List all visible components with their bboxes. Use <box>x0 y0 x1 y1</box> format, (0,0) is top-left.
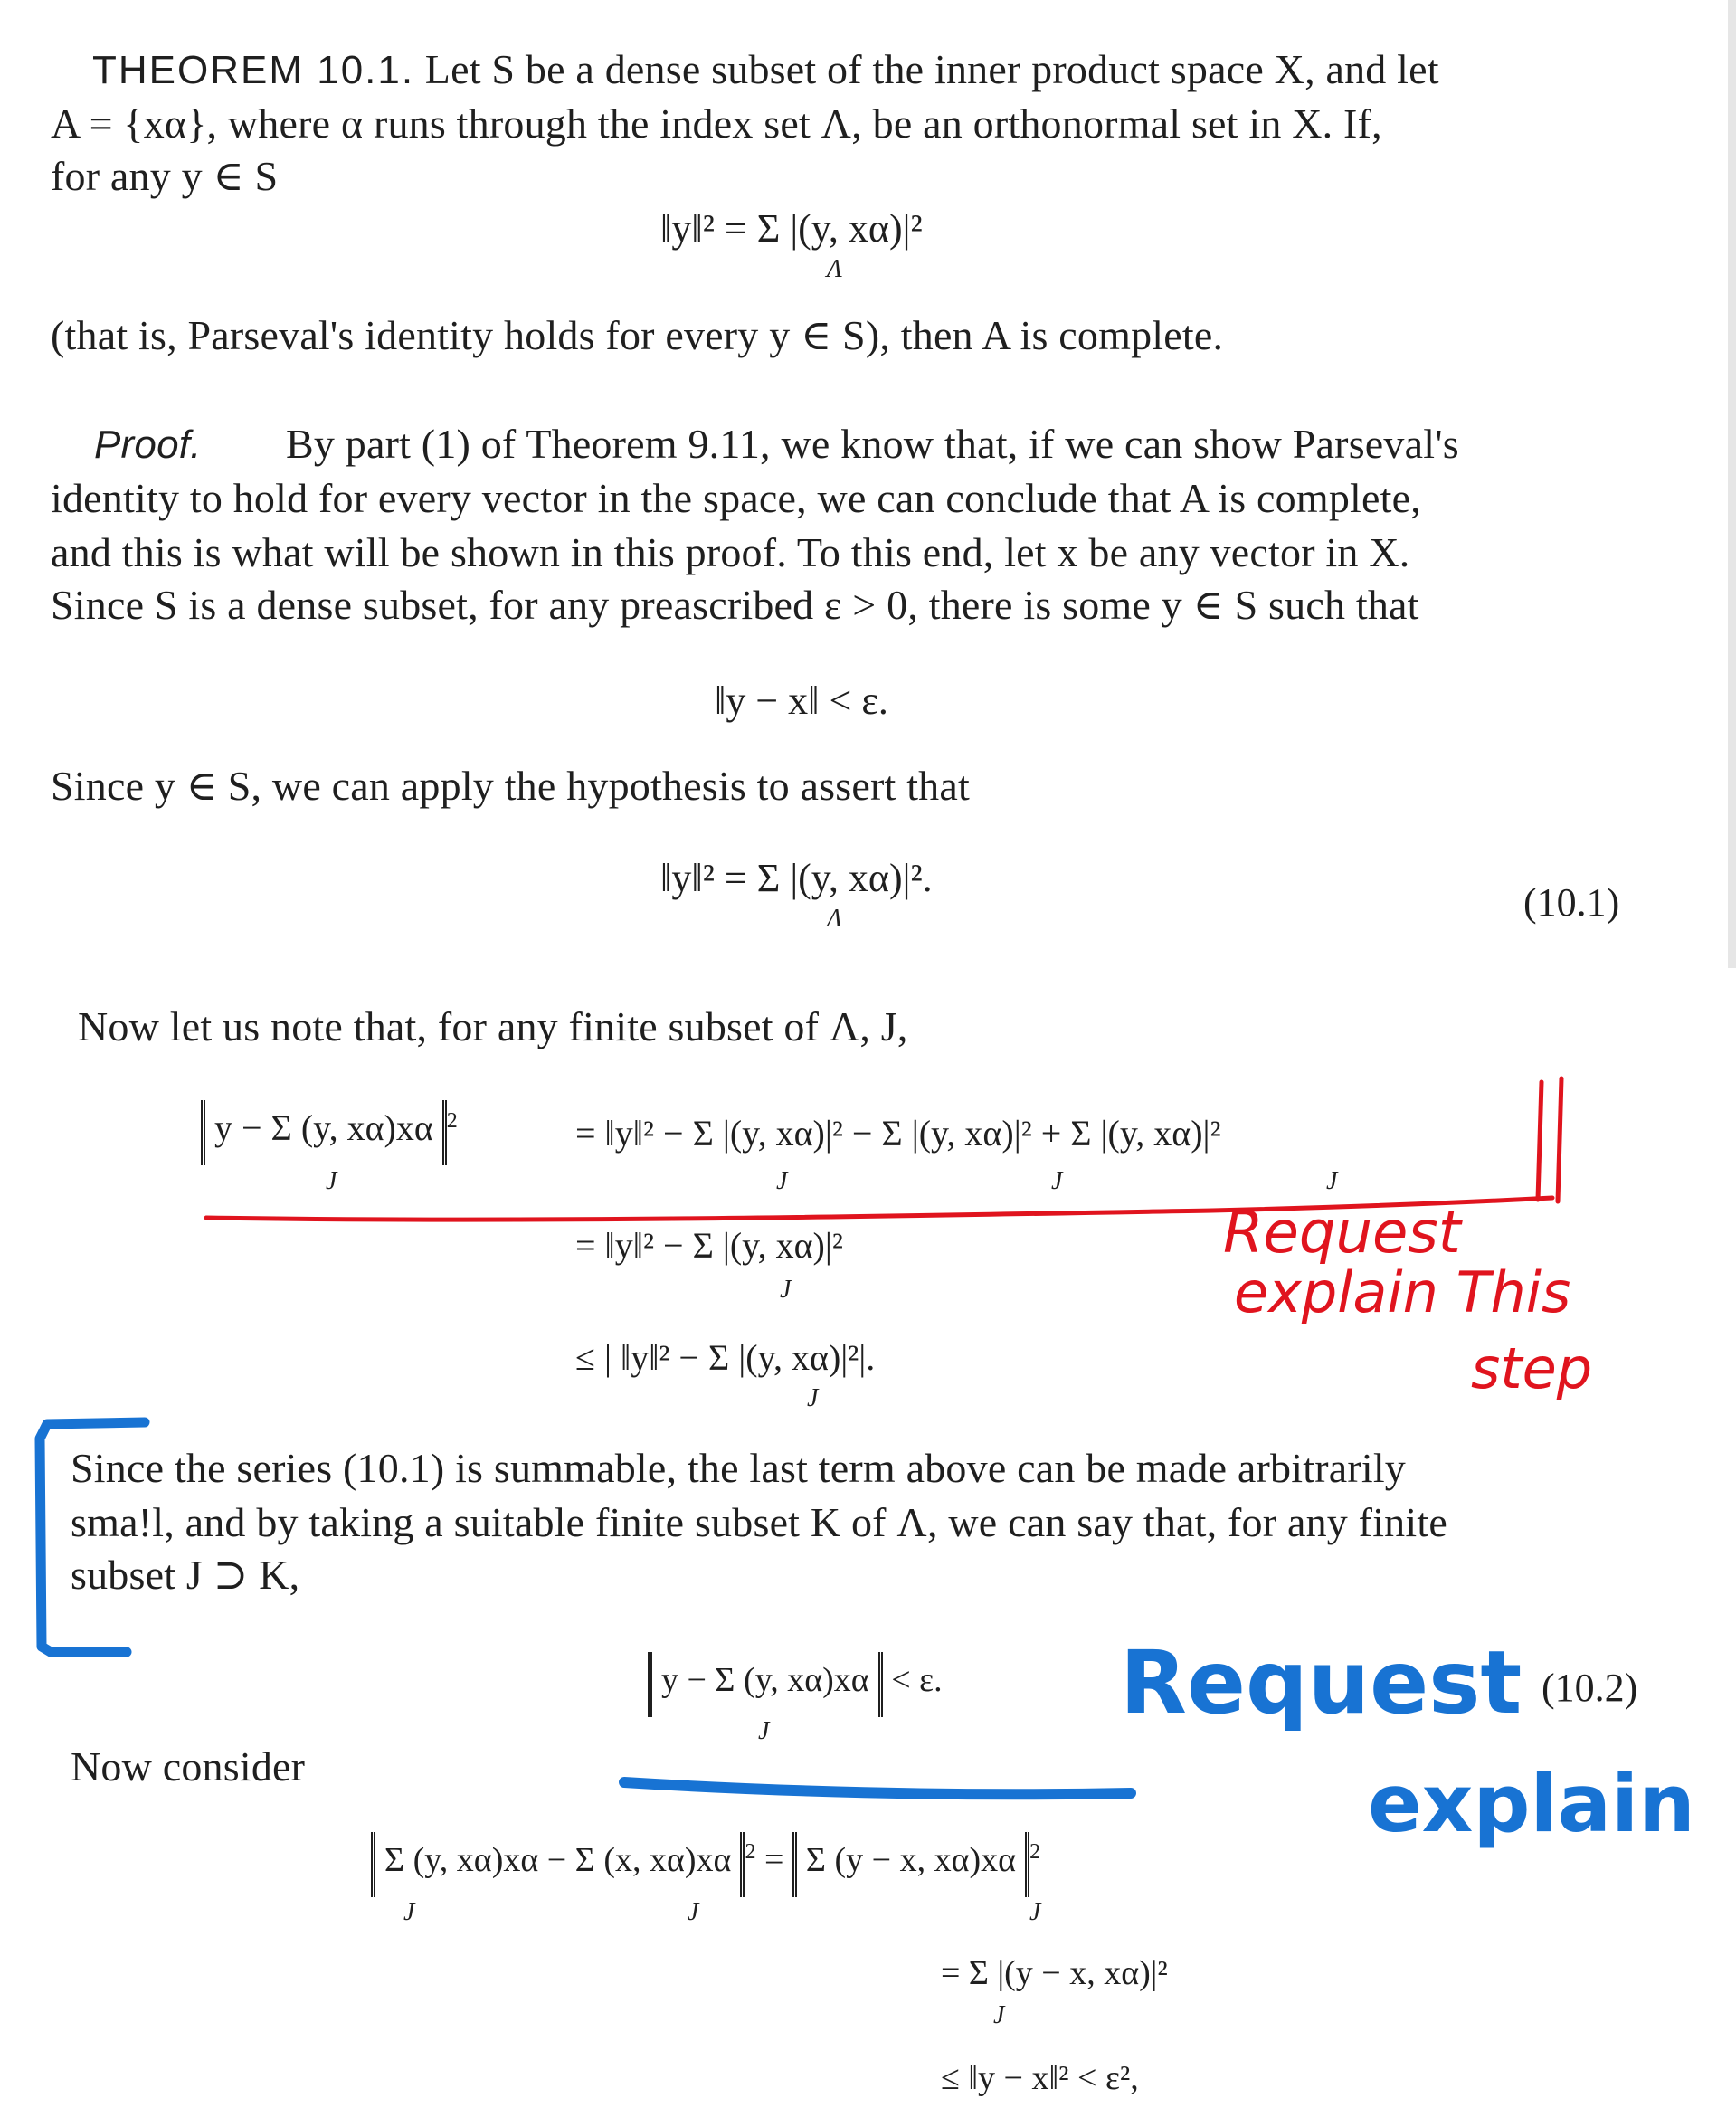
proof-text-1: By part (1) of Theorem 9.11, we know that, if we can show Parseval's <box>286 421 1459 467</box>
proof-line-9: subset J ⊃ K, <box>71 1552 300 1598</box>
theorem-heading: THEOREM 10.1. <box>92 48 415 92</box>
chain-lhs-expr: y − Σ (y, xα)xα <box>214 1107 433 1149</box>
proof-line-3: and this is what will be shown in this proof. To this end, let x be any vector in X. <box>51 529 1410 575</box>
chain-sub-j-4: J <box>1326 1167 1338 1195</box>
proof-line-4: Since S is a dense subset, for any preascribed ε > 0, there is some y ∈ S such that <box>51 582 1419 628</box>
last-rhs-2: = Σ |(y − x, xα)|² <box>941 1954 1168 1992</box>
proof-line-10: Now consider <box>71 1743 306 1790</box>
proof-line-6: Now let us note that, for any finite subset of Λ, J, <box>78 1003 908 1049</box>
last-sub-j-4: J <box>993 2001 1005 2029</box>
chain-sub-j-5: J <box>780 1276 792 1304</box>
last-sub-j-3: J <box>1029 1898 1041 1926</box>
equation-10-1-subscript: Λ <box>827 905 842 933</box>
last-lhs: Σ (y, xα)xα − Σ (x, xα)xα $^2$ = Σ (y − x, xα)xα $^2$ <box>371 1828 1040 1897</box>
last-sub-j-1: J <box>403 1898 415 1926</box>
red-annotation-line-2: explain This <box>1234 1259 1571 1325</box>
theorem-equation: ‖y‖² = Σ |(y, xα)|² <box>660 206 923 251</box>
equation-10-1-label: (10.1) <box>1523 880 1620 925</box>
equation-dense: ‖y − x‖ < ε. <box>715 679 888 723</box>
last-sub-j-2: J <box>688 1898 699 1926</box>
proof-line-7: Since the series (10.1) is summable, the last term above can be made arbitrarily <box>71 1445 1407 1491</box>
chain-sub-j-1: J <box>326 1167 337 1195</box>
theorem-text-1: Let S be a dense subset of the inner product space X, and let <box>424 46 1439 92</box>
red-bar-1 <box>1538 1082 1542 1200</box>
equation-10-2-label: (10.2) <box>1542 1666 1638 1710</box>
chain-lhs: y − Σ (y, xα)xα $^2$ <box>201 1097 458 1165</box>
red-bar-2 <box>1558 1078 1561 1201</box>
equation-10-2-subscript: J <box>758 1717 770 1745</box>
blue-underline <box>624 1782 1131 1794</box>
last-rhs-1-expr: Σ (y − x, xα)xα <box>805 1840 1017 1879</box>
last-lhs-expr: Σ (y, xα)xα − Σ (x, xα)xα <box>384 1840 732 1879</box>
equation-10-2-tail: < ε. <box>891 1661 943 1699</box>
proof-label: Proof. <box>94 423 202 467</box>
proof-line-2: identity to hold for every vector in the space, we can conclude that A is complete, <box>51 475 1421 521</box>
theorem-line-3: for any y ∈ S <box>51 153 279 199</box>
chain-rhs-3: ≤ | ‖y‖² − Σ |(y, xα)|²|. <box>575 1337 876 1378</box>
blue-bracket <box>40 1422 145 1652</box>
red-annotation-line-1: Request <box>1223 1200 1461 1267</box>
theorem-line-2: A = {xα}, where α runs through the index set Λ, be an orthonormal set in X. If, <box>51 100 1382 147</box>
chain-rhs-1: = ‖y‖² − Σ |(y, xα)|² − Σ |(y, xα)|² + Σ |(y, xα)|² <box>575 1113 1221 1154</box>
chain-sub-j-3: J <box>1051 1167 1063 1195</box>
theorem-equation-subscript: Λ <box>827 255 842 283</box>
equation-10-2-expr: y − Σ (y, xα)xα <box>661 1661 869 1699</box>
proof-line-5: Since y ∈ S, we can apply the hypothesis to assert that <box>51 763 970 809</box>
equation-10-1: ‖y‖² = Σ |(y, xα)|². <box>660 856 933 900</box>
chain-rhs-2: = ‖y‖² − Σ |(y, xα)|² <box>575 1225 843 1266</box>
theorem-line-4: (that is, Parseval's identity holds for every y ∈ S), then A is complete. <box>51 312 1224 358</box>
proof-line-8: sma!l, and by taking a suitable finite subset K of Λ, we can say that, for any finite <box>71 1499 1447 1545</box>
blue-annotation-line-1: Request <box>1120 1632 1523 1733</box>
blue-annotation-line-2: explain <box>1368 1757 1695 1850</box>
last-rhs-3: ≤ ‖y − x‖² < ε², <box>941 2059 1139 2097</box>
red-annotation-line-3: step <box>1471 1335 1593 1401</box>
chain-sub-j-6: J <box>807 1384 819 1412</box>
chain-sub-j-2: J <box>776 1167 788 1195</box>
